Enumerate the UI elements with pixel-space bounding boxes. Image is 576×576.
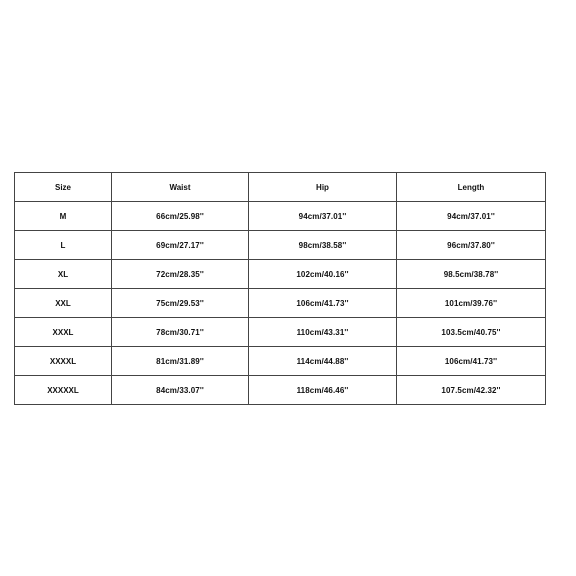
cell-size: XL xyxy=(15,260,112,289)
cell-length: 103.5cm/40.75'' xyxy=(397,318,546,347)
table-row xyxy=(15,202,546,231)
cell-hip: 94cm/37.01'' xyxy=(249,202,397,231)
table-row xyxy=(15,318,546,347)
header-length: Length xyxy=(397,173,546,202)
cell-length: 96cm/37.80'' xyxy=(397,231,546,260)
table-row xyxy=(15,289,546,318)
cell-waist: 66cm/25.98'' xyxy=(112,202,249,231)
table-row xyxy=(15,347,546,376)
cell-size: XXXXL xyxy=(15,347,112,376)
cell-size: XXL xyxy=(15,289,112,318)
cell-length: 94cm/37.01'' xyxy=(397,202,546,231)
cell-waist: 72cm/28.35'' xyxy=(112,260,249,289)
cell-hip: 110cm/43.31'' xyxy=(249,318,397,347)
cell-waist: 69cm/27.17'' xyxy=(112,231,249,260)
table-row xyxy=(15,231,546,260)
cell-length: 106cm/41.73'' xyxy=(397,347,546,376)
cell-hip: 114cm/44.88'' xyxy=(249,347,397,376)
table-row xyxy=(15,376,546,405)
cell-hip: 102cm/40.16'' xyxy=(249,260,397,289)
cell-waist: 84cm/33.07'' xyxy=(112,376,249,405)
cell-length: 101cm/39.76'' xyxy=(397,289,546,318)
cell-size: L xyxy=(15,231,112,260)
cell-length: 107.5cm/42.32'' xyxy=(397,376,546,405)
cell-waist: 78cm/30.71'' xyxy=(112,318,249,347)
table-header-row xyxy=(15,173,546,202)
cell-size: XXXXXL xyxy=(15,376,112,405)
cell-size: M xyxy=(15,202,112,231)
header-waist: Waist xyxy=(112,173,249,202)
cell-waist: 75cm/29.53'' xyxy=(112,289,249,318)
cell-hip: 98cm/38.58'' xyxy=(249,231,397,260)
size-chart-table xyxy=(14,172,546,405)
cell-waist: 81cm/31.89'' xyxy=(112,347,249,376)
cell-hip: 118cm/46.46'' xyxy=(249,376,397,405)
cell-size: XXXL xyxy=(15,318,112,347)
table-row xyxy=(15,260,546,289)
cell-hip: 106cm/41.73'' xyxy=(249,289,397,318)
header-size: Size xyxy=(15,173,112,202)
cell-length: 98.5cm/38.78'' xyxy=(397,260,546,289)
header-hip: Hip xyxy=(249,173,397,202)
